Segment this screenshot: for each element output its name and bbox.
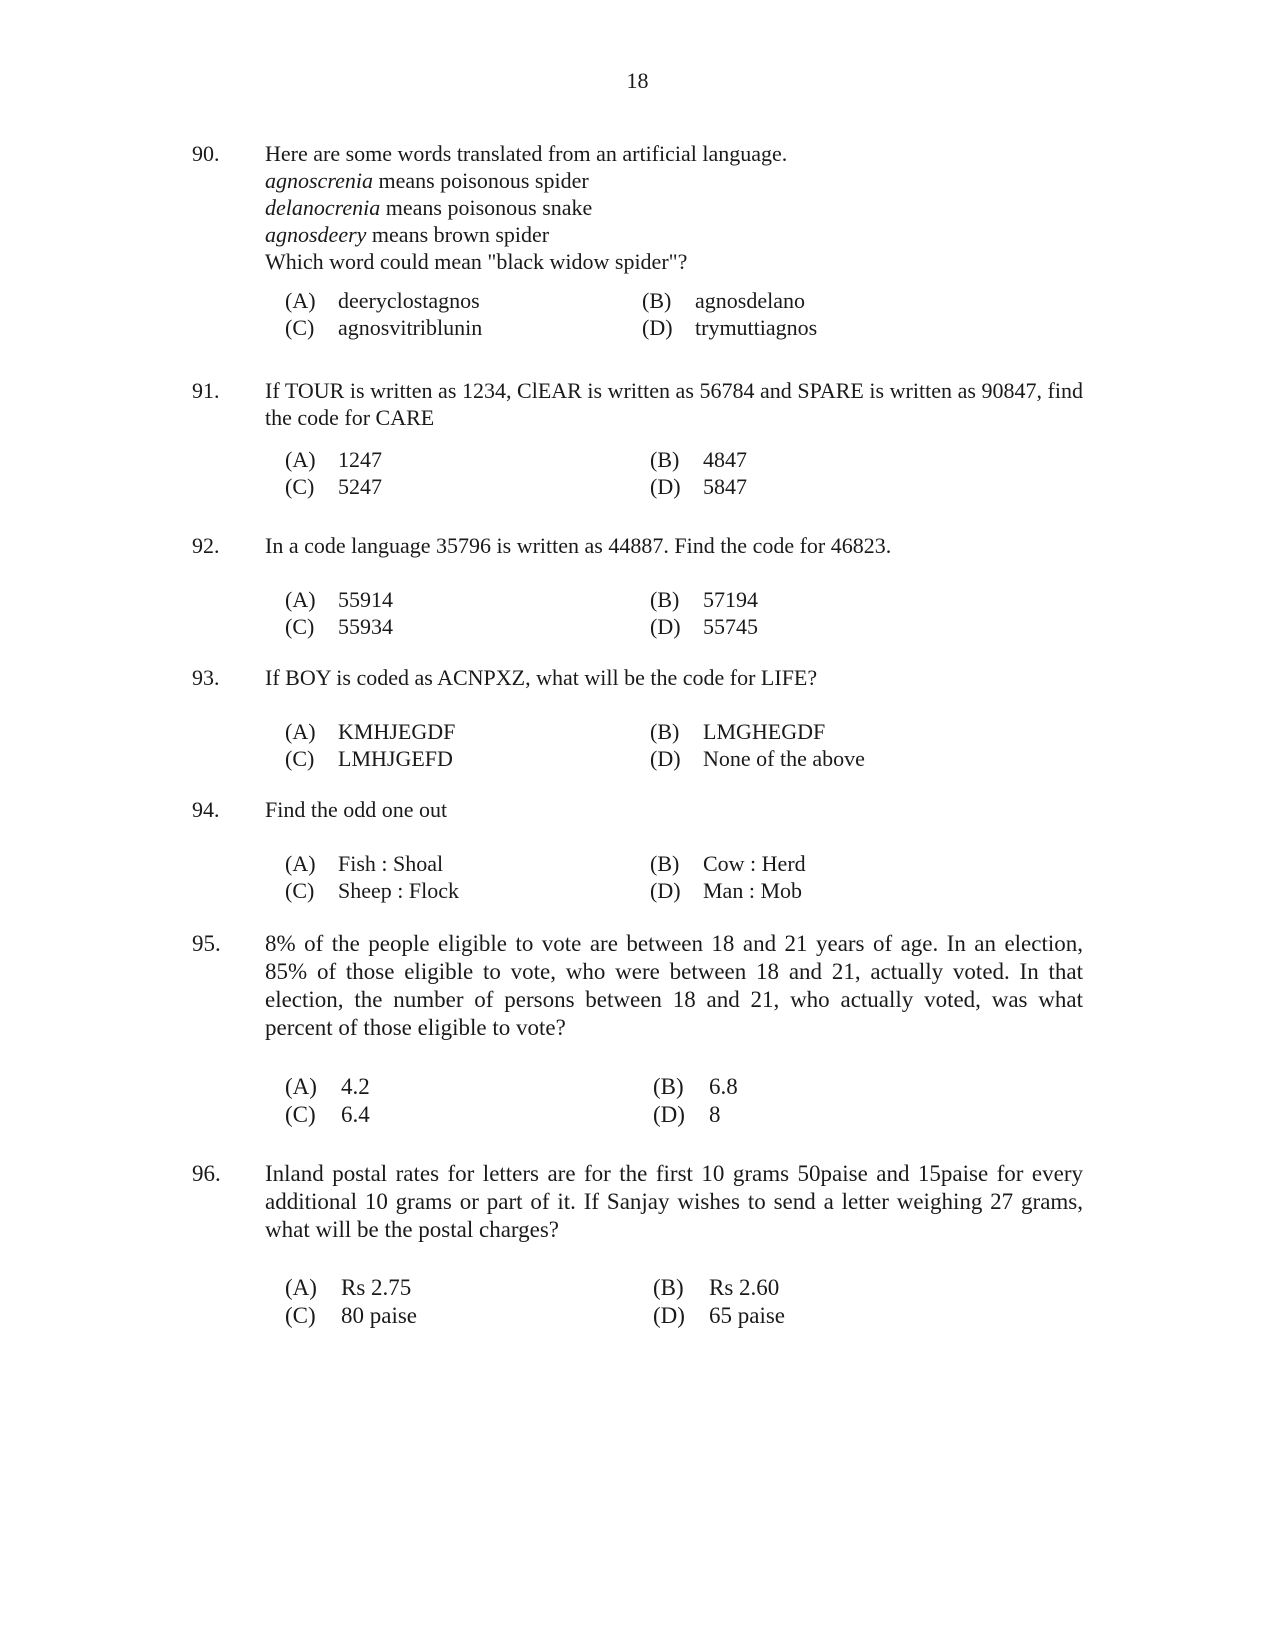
question-text: If TOUR is written as 1234, ClEAR is written as 56784 and SPARE is written as 90847, find the code for CARE xyxy=(265,378,1083,430)
option-text: 55914 xyxy=(338,587,393,612)
option-label: (A) xyxy=(285,447,316,472)
option-text: 80 paise xyxy=(341,1303,418,1328)
option-label: (A) xyxy=(285,288,316,313)
artificial-word: agnoscrenia xyxy=(265,168,373,193)
option-d xyxy=(653,1302,786,1330)
option-text: 8 xyxy=(709,1102,721,1127)
option-label: (C) xyxy=(285,315,315,340)
option-text: 5247 xyxy=(338,474,382,499)
option-c xyxy=(285,1101,370,1129)
word-meaning: means poisonous snake xyxy=(380,195,593,220)
question-number: 90. xyxy=(192,141,220,166)
option-label: (D) xyxy=(650,614,681,639)
option-label: (D) xyxy=(642,315,673,340)
option-text: 65 paise xyxy=(709,1303,786,1328)
option-text: deeryclostagnos xyxy=(338,288,480,313)
option-text: agnosvitriblunin xyxy=(338,315,483,340)
option-label: (D) xyxy=(653,1303,685,1328)
word-meaning: means brown spider xyxy=(366,222,550,247)
option-text: 6.4 xyxy=(341,1102,370,1127)
option-a xyxy=(285,287,480,315)
option-label: (B) xyxy=(653,1074,684,1099)
option-text: 57194 xyxy=(703,587,758,612)
option-text: Man : Mob xyxy=(703,878,802,903)
option-label: (C) xyxy=(285,614,315,639)
option-text: 4847 xyxy=(703,447,747,472)
question-text: In a code language 35796 is written as 44887. Find the code for 46823. xyxy=(265,533,892,558)
option-d xyxy=(642,314,818,342)
option-text: 55745 xyxy=(703,614,758,639)
option-a xyxy=(285,1274,412,1302)
option-b xyxy=(642,287,805,315)
option-text: 55934 xyxy=(338,614,393,639)
option-label: (D) xyxy=(650,746,681,771)
option-text: Rs 2.75 xyxy=(341,1275,412,1300)
question-number: 92. xyxy=(192,533,220,558)
option-d xyxy=(653,1101,721,1129)
option-text: LMGHEGDF xyxy=(703,719,826,744)
option-a xyxy=(285,586,393,614)
option-a xyxy=(285,446,382,474)
option-label: (B) xyxy=(653,1275,684,1300)
option-text: Fish : Shoal xyxy=(338,851,444,876)
option-text: trymuttiagnos xyxy=(695,315,818,340)
question-line xyxy=(265,221,1083,248)
option-text: 1247 xyxy=(338,447,382,472)
artificial-word: delanocrenia xyxy=(265,195,381,220)
option-label: (C) xyxy=(285,474,315,499)
option-c xyxy=(285,613,393,641)
option-label: (A) xyxy=(285,1074,317,1099)
question-text xyxy=(265,140,1083,275)
question-line xyxy=(265,194,1083,221)
option-b xyxy=(653,1073,738,1101)
option-label: (A) xyxy=(285,851,316,876)
option-text: KMHJEGDF xyxy=(338,719,456,744)
question-line xyxy=(265,167,1083,194)
option-d xyxy=(650,473,747,501)
option-text: 4.2 xyxy=(341,1074,370,1099)
option-label: (D) xyxy=(650,878,681,903)
option-b xyxy=(650,850,806,878)
option-label: (B) xyxy=(650,851,680,876)
option-label: (C) xyxy=(285,746,315,771)
option-text: Sheep : Flock xyxy=(338,878,459,903)
option-label: (B) xyxy=(650,719,680,744)
artificial-word: agnosdeery xyxy=(265,222,367,247)
question-text: Inland postal rates for letters are for the first 10 grams 50paise and 15paise for every additional 10 grams or part of it. If Sanjay wishes to send a letter weighing 27 grams, what will be the postal charges? xyxy=(265,1161,1083,1242)
option-label: (B) xyxy=(650,447,680,472)
word-meaning: means poisonous spider xyxy=(372,168,589,193)
question-number: 95. xyxy=(192,931,221,956)
question-line: Here are some words translated from an artificial language. xyxy=(265,141,788,166)
question-text: If BOY is coded as ACNPXZ, what will be the code for LIFE? xyxy=(265,665,818,690)
question-number: 93. xyxy=(192,665,220,690)
option-d xyxy=(650,613,758,641)
option-label: (C) xyxy=(285,1102,316,1127)
page-number: 18 xyxy=(626,68,649,93)
option-text: 5847 xyxy=(703,474,747,499)
option-label: (C) xyxy=(285,1303,316,1328)
option-label: (B) xyxy=(642,288,672,313)
option-label: (A) xyxy=(285,1275,317,1300)
option-c xyxy=(285,745,453,773)
option-a xyxy=(285,1073,370,1101)
question-text: Find the odd one out xyxy=(265,797,448,822)
question-number: 91. xyxy=(192,378,220,403)
option-b xyxy=(650,446,747,474)
option-text: Rs 2.60 xyxy=(709,1275,780,1300)
option-b xyxy=(653,1274,780,1302)
option-text: LMHJGEFD xyxy=(338,746,453,771)
option-label: (A) xyxy=(285,719,316,744)
question-number: 96. xyxy=(192,1161,221,1186)
question-line: Which word could mean "black widow spider"? xyxy=(265,249,688,274)
option-c xyxy=(285,877,459,905)
option-label: (D) xyxy=(650,474,681,499)
option-a xyxy=(285,718,456,746)
option-c xyxy=(285,1302,418,1330)
option-b xyxy=(650,586,758,614)
option-label: (D) xyxy=(653,1102,685,1127)
option-text: agnosdelano xyxy=(695,288,805,313)
option-a xyxy=(285,850,444,878)
option-label: (A) xyxy=(285,587,316,612)
option-c xyxy=(285,473,382,501)
option-text: 6.8 xyxy=(709,1074,738,1099)
option-label: (C) xyxy=(285,878,315,903)
option-text: Cow : Herd xyxy=(703,851,806,876)
question-number: 94. xyxy=(192,797,220,822)
option-d xyxy=(650,745,865,773)
option-b xyxy=(650,718,826,746)
option-text: None of the above xyxy=(703,746,865,771)
option-d xyxy=(650,877,802,905)
option-c xyxy=(285,314,483,342)
question-text: 8% of the people eligible to vote are between 18 and 21 years of age. In an election, 85% of those eligible to vote, who were between 18 and 21, actually voted. In that election, the number of persons between 18 and 21, who actually voted, was what percent of those eligible to vote? xyxy=(265,931,1083,1040)
option-label: (B) xyxy=(650,587,680,612)
